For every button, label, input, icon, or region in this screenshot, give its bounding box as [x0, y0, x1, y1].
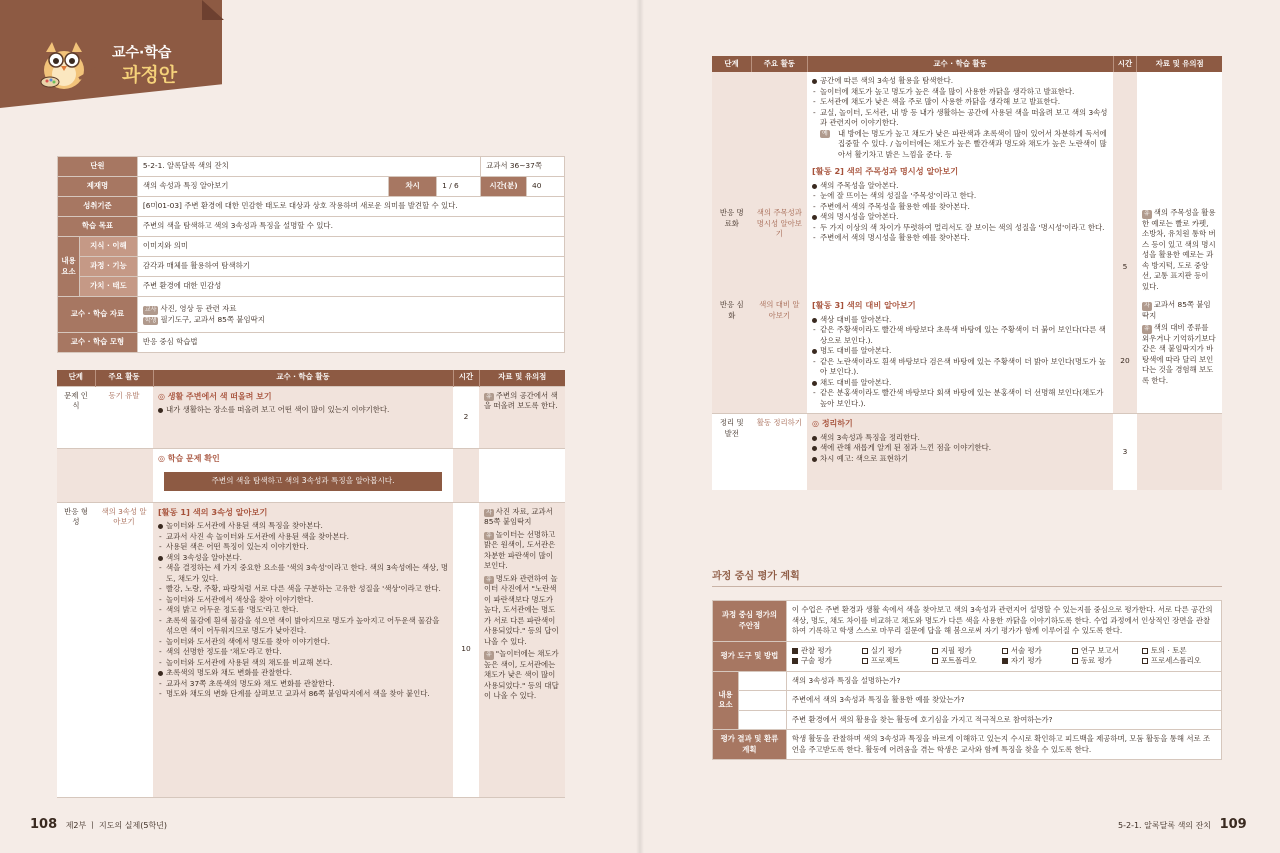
tool-checkbox [1142, 656, 1212, 667]
result-label: 평가 결과 및 환류 계획 [713, 730, 787, 760]
note-activity-1 [479, 502, 565, 797]
tool-checkbox [862, 656, 932, 667]
tool-checkbox [932, 656, 1002, 667]
note-tag: 유 [486, 392, 492, 400]
activity-1-line-dash: - 놀이터와 도서관의 색에서 명도를 찾아 이야기한다. [158, 637, 448, 648]
note-activity-3 [1137, 296, 1222, 414]
activity-2-pre-line-dash: - 놀이터에 채도가 높고 명도가 높은 색을 많이 사용한 까닭을 생각하고 발표한다. [812, 87, 1108, 98]
stage-deepen: 반응 심화 [712, 296, 752, 414]
tool-label: 구술 평가 [800, 656, 832, 666]
activity-1 [153, 502, 453, 797]
activity-motivation [153, 386, 453, 448]
activity-3-line-dash: - 같은 노란색이라도 흰색 바탕보다 검은색 바탕에 있는 주황색이 더 밝아 보인다(명도가 높아 보인다.). [812, 357, 1108, 378]
tools-checklist [786, 641, 1221, 671]
tool-label: 토의 · 토론 [1150, 645, 1187, 655]
header-material-r: 자료 및 유의점 [1137, 56, 1222, 72]
focus-label: 과정 중심 평가의 주안점 [713, 601, 787, 642]
activity-1-line-dash: - 놀이터와 도서관에서 색상을 찾아 이야기한다. [158, 595, 448, 606]
unchecked-box-icon [1142, 648, 1148, 654]
evaluation-divider [712, 586, 1222, 587]
activity-2-line-dash: - 주변에서 색의 명시성을 활용한 예를 찾아본다. [812, 233, 1108, 244]
owl-mascot-icon [38, 36, 102, 92]
note-activity-2 [1137, 72, 1222, 296]
activity-1-line-dash: - 놀이터와 도서관에 사용된 색의 채도를 비교해 본다. [158, 658, 448, 669]
right-footer-text: 5-2-1. 알록달록 색의 잔치 [1118, 821, 1212, 830]
main-three-attributes: 색의 3속성 알아보기 [95, 502, 153, 797]
time-activity-3: 20 [1113, 296, 1137, 414]
note-text: 색의 대비 종류를 외우거나 기억하기보다 같은 색 붙임딱지가 바탕색에 따라 달리 보인다는 것을 경험해 보도록 한다. [1141, 323, 1216, 385]
header-activity: 교수 · 학습 활동 [153, 370, 453, 386]
activity-1-line-dash: - 교과서 사진 속 놀이터와 도서관에 사용된 색을 찾아본다. [158, 532, 448, 543]
activity-2-line-bullet: 색의 주목성을 알아본다. [812, 181, 1108, 192]
unchecked-box-icon [932, 648, 938, 654]
activity-table-right [712, 56, 1222, 490]
title-banner [0, 0, 222, 108]
goal-label: 학습 목표 [58, 217, 138, 237]
note-text: 놀이터는 선명하고 밝은 원색이, 도서관은 차분한 파란색이 많이 보인다. [484, 529, 556, 571]
knowledge-value: 이미지와 의미 [137, 237, 564, 257]
checked-box-icon [1002, 658, 1008, 664]
left-footer-text: 제2부 ㅣ 지도의 실제(5학년) [65, 821, 168, 830]
stage-clarify: 반응 명료화 [712, 72, 752, 296]
note-summary [1137, 414, 1222, 490]
left-footer [30, 816, 167, 834]
tool-label: 자기 평가 [1010, 656, 1042, 666]
right-page-number: 109 [1219, 817, 1247, 832]
activity-1-title: [활동 1] 색의 3속성 알아보기 [158, 506, 268, 517]
eval-process: 주변에서 색의 3속성과 특징을 활용한 예를 찾았는가? [786, 691, 1221, 711]
textbook-pages: 교과서 36~37쪽 [481, 157, 565, 177]
tool-label: 실기 평가 [870, 645, 902, 655]
student-tag: 학생 [144, 316, 157, 324]
activity-2-line-dash: - 주변에서 색의 주목성을 활용한 예를 찾아본다. [812, 202, 1108, 213]
right-footer [1118, 816, 1247, 834]
unchecked-box-icon [1072, 648, 1078, 654]
header-stage-r: 단계 [712, 56, 752, 72]
note-tag: 유 [1143, 325, 1150, 333]
activity-2-line-dash: - 두 가지 이상의 색 차이가 뚜렷하여 멀리서도 잘 보이는 색의 성질을 '명시성'이라고 한다. [812, 223, 1108, 234]
goal-value: 주변의 색을 탐색하고 색의 3속성과 특징을 설명할 수 있다. [137, 217, 564, 237]
unchecked-box-icon [862, 658, 868, 664]
activity-3 [807, 296, 1113, 414]
note-tag: 자 [486, 508, 492, 516]
stage-problem: 문제 인식 [57, 386, 95, 448]
header-main: 주요 활동 [95, 370, 153, 386]
activity-summary [807, 414, 1113, 490]
standard-label: 성취기준 [58, 197, 138, 217]
activity-1-line-dash: - 사용된 색은 어떤 특징이 있는지 이야기한다. [158, 542, 448, 553]
material-label: 교수 · 학습 자료 [58, 297, 138, 333]
result-text: 학생 활동을 관찰하며 색의 3속성과 특징을 바르게 이해하고 있는지 수시로 확인하고 피드백을 제공하며, 모둠 활동을 통해 서로 조언을 주고받도록 한다. 활동에 어려움을 겪는 학생은 교사와 함께 특징을 찾을 수 있도록 한다. [786, 730, 1221, 760]
main-motivation: 동기 유발 [95, 386, 153, 448]
lesson-info-table [57, 156, 565, 353]
note-item [484, 649, 560, 702]
activity-3-line-bullet: 명도 대비를 알아본다. [812, 346, 1108, 357]
note-text: "놀이터에는 채도가 높은 색이, 도서관에는 채도가 낮은 색이 많이 사용되었다." 등의 대답이 나올 수 있다. [484, 649, 559, 701]
eval-value: 주변 환경에서 색의 활용을 찾는 활동에 호기심을 가지고 적극적으로 참여하는가? [786, 710, 1221, 730]
unchecked-box-icon [862, 648, 868, 654]
example-tag: 예 [822, 129, 828, 137]
banner-title-2: 과정안 [122, 64, 178, 86]
process-label: 과정 · 기능 [79, 257, 137, 277]
student-material: 필기도구, 교과서 85쪽 붙임딱지 [160, 314, 265, 324]
blank-main [95, 448, 153, 502]
eval-knowledge-label: 지식 · 이해 [738, 671, 786, 691]
blank-stage [57, 448, 95, 502]
summary-line-bullet: 차시 예고: 색으로 표현하기 [812, 454, 1108, 465]
tool-checkbox [1002, 646, 1072, 657]
left-page-number: 108 [30, 817, 58, 832]
tool-label: 지필 평가 [940, 645, 972, 655]
standard-value: [6미01-03] 주변 환경에 대한 민감한 태도로 대상과 상호 작용하며 새로운 의미를 발견할 수 있다. [137, 197, 564, 217]
topic-value: 색의 속성과 특징 알아보기 [137, 177, 388, 197]
tool-label: 연구 보고서 [1080, 645, 1119, 655]
session-label: 차시 [389, 177, 437, 197]
tool-label: 동료 평가 [1080, 656, 1112, 666]
time-motivation: 2 [453, 386, 479, 448]
activity-2-pre-line-dash: - 교실, 놀이터, 도서관, 내 방 등 내가 생활하는 공간에 사용된 색을 떠올려 보고 색의 3속성과 관련지어 이야기한다. [812, 108, 1108, 129]
blank-time [453, 448, 479, 502]
header-stage: 단계 [57, 370, 95, 386]
summary-line-bullet: 색에 관해 새롭게 알게 된 점과 느낀 점을 이야기한다. [812, 443, 1108, 454]
focus-text: 이 수업은 주변 환경과 생활 속에서 색을 찾아보고 색의 3속성과 관련지어 설명할 수 있는지를 중심으로 평가한다. 서로 다른 공간의 색상, 명도, 채도 차이를 비교하고 채도와 명도가 다른 색을 사용한 까닭을 이야기하도록 한다. 수업 과정에서 인상적인 장면을 관찰하여 기록하고 학생 스스로 마무리 질문에 답을 해 봄으로써 자기 평가가 함께 이루어질 수 있도록 한다. [786, 601, 1221, 642]
model-value: 반응 중심 학습법 [137, 333, 564, 353]
motivation-item: 내가 생활하는 장소를 떠올려 보고 어떤 색이 많이 있는지 이야기한다. [158, 405, 448, 416]
knowledge-label: 지식 · 이해 [79, 237, 137, 257]
book-spine [636, 0, 644, 853]
header-activity-r: 교수 · 학습 활동 [807, 56, 1113, 72]
note-text: 명도와 관련하여 놀이터 사진에서 "노란색이 파란색보다 명도가 높다, 도서관에는 명도가 서로 다른 파란색이 사용되었다." 등의 답이 나올 수 있다. [484, 573, 559, 646]
time-summary: 3 [1113, 414, 1137, 490]
tools-label: 평가 도구 및 방법 [713, 641, 787, 671]
tool-checkbox [792, 656, 862, 667]
model-label: 교수 · 학습 모형 [58, 333, 138, 353]
summary-lines [812, 433, 1108, 465]
note-text: 사진 자료, 교과서 85쪽 붙임딱지 [484, 506, 553, 527]
activity-2-line-bullet: 색의 명시성을 알아본다. [812, 212, 1108, 223]
unchecked-box-icon [1072, 658, 1078, 664]
header-time-r: 시간 [1113, 56, 1137, 72]
process-value: 감각과 매체를 활용하여 탐색하기 [137, 257, 564, 277]
activity-1-line-dash: - 색의 선명한 정도를 '채도'라고 한다. [158, 647, 448, 658]
example-body: 내 방에는 명도가 높고 채도가 낮은 파란색과 초록색이 많이 있어서 차분하게 독서에 집중할 수 있다. / 놀이터에는 채도가 높은 빨간색과 명도와 채도가 높은 노란색이 많아서 활기차고 밝은 느낌을 준다. 등 [838, 128, 1107, 159]
tool-checkbox [862, 646, 932, 657]
stage-summary: 정리 및 발전 [712, 414, 752, 490]
note-tag-2: 유 [1143, 210, 1150, 217]
summary-title: ◎ 정리하기 [812, 419, 853, 429]
value-value: 주변 환경에 대한 민감성 [137, 277, 564, 297]
activity-3-line-dash: - 같은 분홍색이라도 빨간색 바탕보다 회색 바탕에 있는 분홍색이 더 선명해 보인다(채도가 높아 보인다.). [812, 388, 1108, 409]
tool-label: 포트폴리오 [940, 656, 977, 666]
unchecked-box-icon [932, 658, 938, 664]
activity-1-line-dash: - 교과서 37쪽 초록색의 명도와 채도 변화를 관찰한다. [158, 679, 448, 690]
stage-form: 반응 형성 [57, 502, 95, 797]
note-item [484, 574, 560, 648]
activity-3-lines [812, 315, 1108, 410]
unit-value: 5-2-1. 알록달록 색의 잔치 [137, 157, 480, 177]
activity-2-title: [활동 2] 색의 주목성과 명시성 알아보기 [812, 166, 959, 177]
main-attention: 색의 주목성과 명시성 알아보기 [752, 72, 807, 296]
teacher-material: 사진, 영상 등 관련 자료 [160, 303, 237, 313]
unchecked-box-icon [1142, 658, 1148, 664]
tool-label: 서술 평가 [1010, 645, 1042, 655]
activity-1-line-dash: - 색을 결정하는 세 가지 중요한 요소를 '색의 3속성'이라고 한다. 색의 3속성에는 색상, 명도, 채도가 있다. [158, 563, 448, 584]
note-tag: 유 [486, 575, 492, 583]
activity-2-line-dash: - 눈에 잘 뜨이는 색의 성질을 '주목성'이라고 한다. [812, 191, 1108, 202]
time-activity-2: 5 [1113, 72, 1137, 296]
checked-box-icon [792, 648, 798, 654]
tool-label: 프로젝트 [870, 656, 900, 666]
note-text: 교과서 85쪽 붙임딱지 [1141, 300, 1211, 320]
motivation-title: ◎ 생활 주변에서 색 떠올려 보기 [158, 391, 272, 401]
activity-goal-check [153, 448, 453, 502]
activity-3-title: [활동 3] 색의 대비 알아보기 [812, 300, 916, 311]
note-motivation [479, 386, 565, 448]
learning-goal-box: 주변의 색을 탐색하고 색의 3속성과 특징을 알아봅시다. [164, 472, 442, 491]
goal-check-title: ◎ 학습 문제 확인 [158, 453, 220, 463]
tool-checkbox [1072, 656, 1142, 667]
tool-label: 관찰 평가 [800, 645, 832, 655]
note-tag: 유 [486, 651, 492, 659]
activity-1-line-dash: - 색의 밝고 어두운 정도를 '명도'라고 한다. [158, 605, 448, 616]
activity-2-lines [812, 181, 1108, 244]
eval-value-label: 가치 · 태도 [738, 710, 786, 730]
unchecked-box-icon [1002, 648, 1008, 654]
activity-3-line-bullet: 색상 대비를 알아본다. [812, 315, 1108, 326]
blank-note [479, 448, 565, 502]
time-activity-1: 10 [453, 502, 479, 797]
note-text-2: 색의 주목성을 활용한 예로는 빨로 카펫, 소방차, 유치원 통학 버스 등이 있고 색의 명시성을 활용한 예로는 과속 방지턱, 도로 중앙선, 교통 표지판 등이 있다. [1141, 208, 1216, 291]
activity-2 [807, 72, 1113, 296]
tool-label: 프로세스폴리오 [1150, 656, 1201, 666]
banner-title-1: 교수·학습 [112, 45, 172, 61]
note-item [484, 530, 560, 572]
time-value: 40 [527, 177, 565, 197]
tool-checkbox [932, 646, 1002, 657]
time-label: 시간(분) [481, 177, 527, 197]
activity-1-line-bullet: 색의 3속성을 알아본다. [158, 553, 448, 564]
checked-box-icon [792, 658, 798, 664]
teacher-tag: 교사 [144, 305, 157, 313]
activity-1-line-bullet: 초록색의 명도와 채도 변화를 관찰한다. [158, 668, 448, 679]
value-label: 가치 · 태도 [79, 277, 137, 297]
topic-label: 제재명 [58, 177, 138, 197]
note-item [484, 507, 560, 528]
activity-1-line-dash: - 초록색 물감에 흰색 물감을 섞으면 색이 밝아지므로 명도가 높아지고 어두운색 물감을 섞으면 색이 어두워지므로 명도가 낮아진다. [158, 616, 448, 637]
session-value: 1 / 6 [437, 177, 481, 197]
evaluation-table [712, 600, 1222, 760]
activity-3-line-dash: - 같은 주황색이라도 빨간색 바탕보다 초록색 바탕에 있는 주황색이 더 붉어 보인다(다른 색상으로 보인다.). [812, 325, 1108, 346]
main-summary: 활동 정리하기 [752, 414, 807, 490]
activity-1-lines [158, 521, 448, 700]
header-material: 자료 및 유의점 [479, 370, 565, 386]
tool-checkbox [1072, 646, 1142, 657]
activity-2-pre-line-dash: - 도서관에 채도가 낮은 색을 주로 많이 사용한 까닭을 생각해 보고 발표한다. [812, 97, 1108, 108]
tool-checkbox [1002, 656, 1072, 667]
note-text: 주변의 공간에서 색을 떠올려 보도록 한다. [484, 390, 558, 411]
evaluation-title: 과정 중심 평가 계획 [712, 571, 800, 582]
header-time: 시간 [453, 370, 479, 386]
main-contrast: 색의 대비 알아보기 [752, 296, 807, 414]
tool-checkbox [792, 646, 862, 657]
note-item [1142, 323, 1217, 386]
activity-table-left [57, 370, 565, 798]
summary-line-bullet: 색의 3속성과 특징을 정리한다. [812, 433, 1108, 444]
activity-3-line-bullet: 채도 대비를 알아본다. [812, 378, 1108, 389]
activity-1-line-dash: - 빨강, 노랑, 주황, 파랑처럼 서로 다른 색을 구분하는 고유한 성질을 '색상'이라고 한다. [158, 584, 448, 595]
example-text [812, 129, 1108, 161]
note-item [1142, 300, 1217, 321]
eval-content-label: 내용 요소 [713, 671, 739, 730]
eval-process-label: 과정 · 기능 [738, 691, 786, 711]
note-tag: 유 [486, 531, 492, 539]
activity-2-pre-line-bullet: 공간에 따른 색의 3속성 활용을 탐색한다. [812, 76, 1108, 87]
material-value [137, 297, 564, 333]
activity-1-line-dash: - 명도와 채도의 변화 단계를 살펴보고 교과서 86쪽 붙임딱지에서 색을 찾아 붙인다. [158, 689, 448, 700]
activity-2-pre [812, 76, 1108, 129]
tool-checkbox [1142, 646, 1212, 657]
header-main-r: 주요 활동 [752, 56, 807, 72]
eval-knowledge: 색의 3속성과 특징을 설명하는가? [786, 671, 1221, 691]
activity-1-line-bullet: 놀이터와 도서관에 사용된 색의 특징을 찾아본다. [158, 521, 448, 532]
content-label: 내용 요소 [58, 237, 80, 297]
unit-label: 단원 [58, 157, 138, 177]
note-tag: 자 [1143, 302, 1150, 310]
